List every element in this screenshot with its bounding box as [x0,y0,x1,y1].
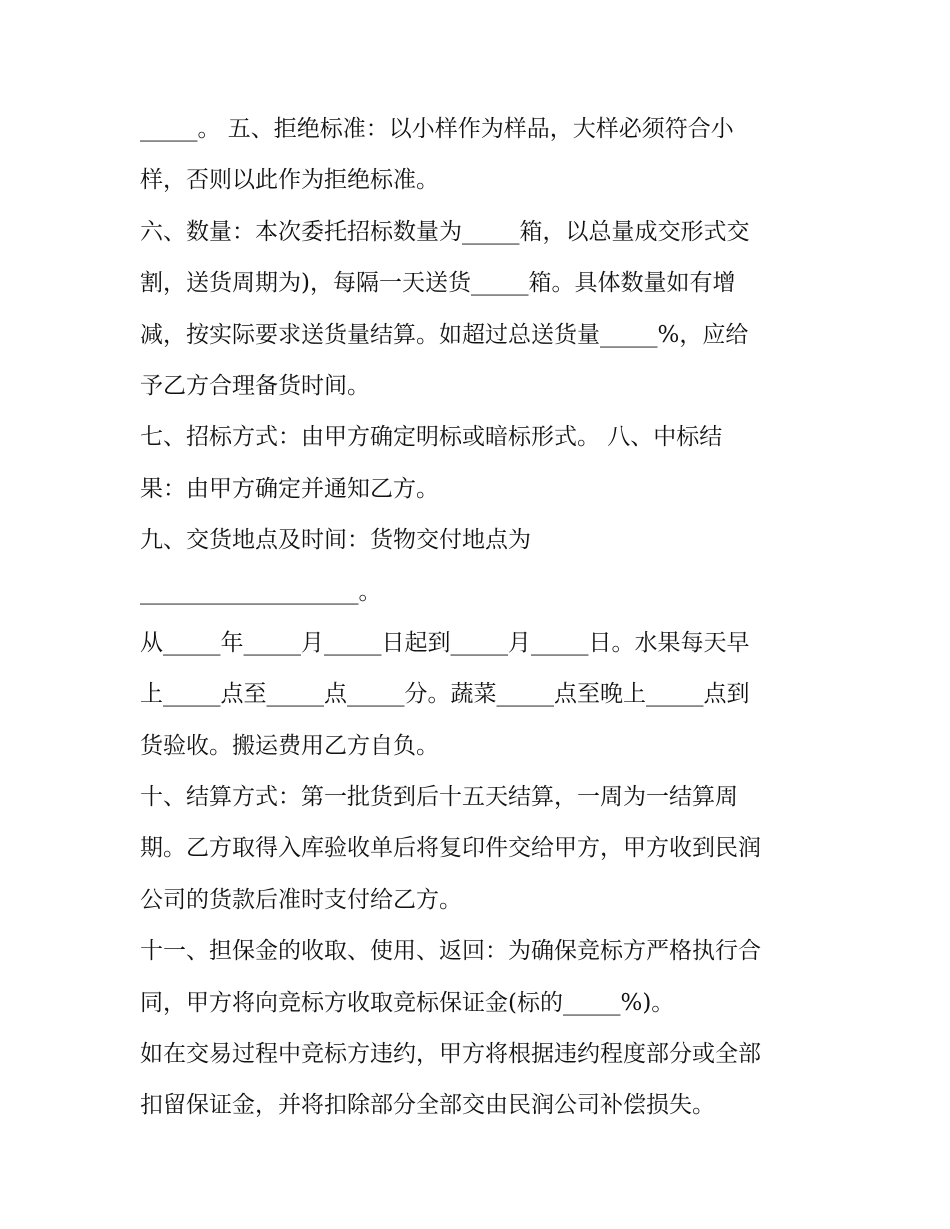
text-line: 十、结算方式：第一批货到后十五天结算，一周为一结算周 [140,784,738,811]
text-line: 同，甲方将向竞标方收取竞标保证金(标的_____%)。 [140,989,675,1016]
text-line: 扣留保证金，并将扣除部分全部交由民润公司补偿损失。 [140,1092,715,1119]
text-line: 十一、担保金的收取、使用、返回：为确保竞标方严格执行合 [140,938,761,965]
text-line: 货验收。搬运费用乙方自负。 [140,732,439,759]
text-line: 减，按实际要求送货量结算。如超过总送货量_____%，应给 [140,321,749,348]
text-line: 上_____点至_____点_____分。蔬菜_____点至晚上_____点到 [140,681,750,708]
text-line: 从_____年_____月_____日起到_____月_____日。水果每天早 [140,629,750,656]
text-line: 如在交易过程中竞标方违约，甲方将根据违约程度部分或全部 [140,1041,761,1068]
text-line: 公司的货款后准时支付给乙方。 [140,886,462,913]
text-line: 九、交货地点及时间：货物交付地点为 [140,527,531,554]
text-line: 样，否则以此作为拒绝标准。 [140,167,439,194]
text-line: 六、数量：本次委托招标数量为_____箱，以总量成交形式交 [140,218,750,245]
text-line: ___________________。 [140,578,382,605]
text-line: 果：由甲方确定并通知乙方。 [140,475,439,502]
text-line: 期。乙方取得入库验收单后将复印件交给甲方，甲方收到民润 [140,835,761,862]
text-line: 割，送货周期为)，每隔一天送货_____箱。具体数量如有增 [140,270,736,297]
document-body [140,104,820,1132]
text-line: 七、招标方式：由甲方确定明标或暗标形式。 八、中标结 [140,424,723,451]
text-line: 予乙方合理备货时间。 [140,372,370,399]
text-line: _____。 五、拒绝标准：以小样作为样品，大样必须符合小 [140,116,734,142]
